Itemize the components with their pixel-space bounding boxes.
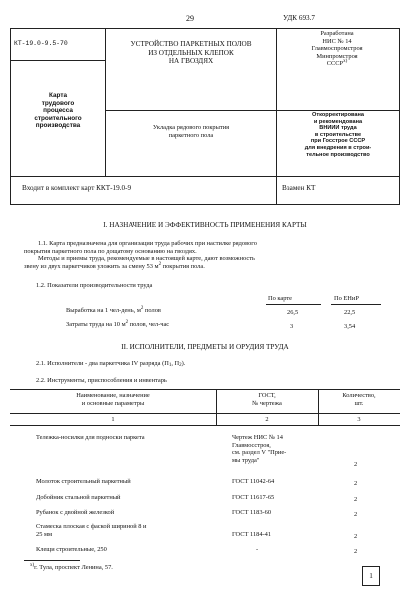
paragraph-1-1: 1.1. Карта предназначена для организации труда рабочих при настилке рядового покрытия паркетного пола по дощатому основанию на гвоздях. Методы и приемы труда, рекомендуемые в настоящей карте, дают возможность звену из двух паркетчиков уложить за смену 53 $м^2$ покрытия пола.	[24, 240, 257, 270]
header-quantity: Количество, шт.	[342, 392, 376, 407]
document-page: 29 УДК 693.7 КТ-19.0-9.5-70 УСТРОЙСТВО ПАРКЕТНЫХ ПОЛОВ ИЗ ОТДЕЛЬНЫХ КЛЕПОК НА ГВОЗДЯХ Разработана НИС № 14 Главмоспромстроя Минпромстроя СССР$^{x)}$ Карта трудового процесса строительного производства Укладка рядового покрытия паркетного пола Откорректирована и рекомендована ВНИИИ труда в строительстве при Госстрое СССР для внедрения в строи- тельное производство Входит в комплект карт ККТ-19.0-9 Взамен КТ I. НАЗНАЧЕНИЕ И ЭФФЕКТИВНОСТЬ ПРИМЕНЕНИЯ КАРТЫ 1.1. Карта предназначена для организации труда рабочих при настилке рядового покрытия паркетного пола по дощатому основанию на гвоздях. Методы и приемы труда, рекомендуемые в настоящей карте, дают возможность звену из двух паркетчиков уложить за смену 53 $м^2$ покрытия пола. 1.2. Показатели производительности труда По карте По ЕНиР Выработка на 1 чел-день, $м^2$ полов 26,5 22,5 Затраты труда на 10 $м^2$ полов, чел-час 3 3,54 II. ИСПОЛНИТЕЛИ, ПРЕДМЕТЫ И ОРУДИЯ ТРУДА 2.1. Исполнители - два паркетчика IV разряда ($П_1$, $П_2$). 2.2. Инструменты, приспособления и инвентарь Наименование, назначение и основные параметры ГОСТ, № чертежа Количество, шт. 1 2 3 Тележка-носилки для подноски паркета Чертеж НИС № 14 Главмосстроя, см. раздел V "Прие- мы труда" 2 Молоток строительный паркетный ГОСТ 11042-64 2 Добойник стальной паркетный ГОСТ 11617-65 2 Рубанок с двойной железкой ГОСТ 1183-60 2 Стамеска плоская с фаской шириной 8 и 25 мм ГОСТ 1184-41 2 Клещи строительные, 250 - 2 $^{x)}$г. Тула, проспект Ленина, 57. 1	[0, 0, 413, 600]
page-box-number: 1	[369, 572, 373, 580]
column-by-enir: По ЕНиР	[334, 295, 359, 302]
column-number-3: 3	[357, 416, 361, 423]
section-2-heading: II. ИСПОЛНИТЕЛИ, ПРЕДМЕТЫ И ОРУДИЯ ТРУДА	[121, 343, 289, 351]
card-type: Карта трудового процесса строительного производства	[34, 92, 82, 130]
column-number-2: 2	[265, 416, 269, 423]
developer-info: Разработана НИС № 14 Главмоспромстроя Минпромстроя СССР$^{x)}$	[311, 30, 363, 68]
paragraph-2-2: 2.2. Инструменты, приспособления и инвентарь	[36, 377, 167, 384]
card-title: УСТРОЙСТВО ПАРКЕТНЫХ ПОЛОВ ИЗ ОТДЕЛЬНЫХ КЛЕПОК НА ГВОЗДЯХ	[130, 40, 252, 66]
column-by-card: По карте	[268, 295, 292, 302]
card-subtitle: Укладка рядового покрытия паркетного пола	[152, 124, 230, 139]
footnote: $^{x)}$г. Тула, проспект Ленина, 57.	[30, 563, 113, 571]
header-gost: ГОСТ, № чертежа	[252, 392, 282, 407]
udk-code: УДК 693.7	[283, 14, 316, 22]
developer-footnote-mark: x)	[343, 59, 348, 65]
column-number-1: 1	[111, 416, 115, 423]
card-code: КТ-19.0-9.5-70	[14, 40, 68, 47]
page-number: 29	[186, 14, 194, 23]
header-name: Наименование, назначение и основные параметры	[76, 392, 150, 407]
included-in-set: Входит в комплект карт ККТ-19.0-9	[22, 184, 132, 192]
paragraph-1-2: 1.2. Показатели производительности труда	[36, 282, 153, 289]
replaces-card: Взамен КТ	[282, 184, 316, 192]
output-by-card: 26,5	[287, 309, 299, 316]
labor-row-label: Затраты труда на 10 $м^2$ полов, чел-час	[66, 320, 170, 328]
paragraph-2-1: 2.1. Исполнители - два паркетчика IV разряда ($П_1$, $П_2$).	[36, 360, 186, 368]
output-row-label: Выработка на 1 чел-день, $м^2$ полов	[66, 306, 161, 314]
labor-by-card: 3	[290, 323, 294, 330]
approval-info: Откорректирована и рекомендована ВНИИИ труда в строительстве при Госстрое СССР для внедрения в строи- тельное производство	[304, 112, 372, 158]
labor-by-enir: 3,54	[344, 323, 356, 330]
output-by-enir: 22,5	[344, 309, 356, 316]
section-1-heading: I. НАЗНАЧЕНИЕ И ЭФФЕКТИВНОСТЬ ПРИМЕНЕНИЯ КАРТЫ	[103, 221, 307, 229]
